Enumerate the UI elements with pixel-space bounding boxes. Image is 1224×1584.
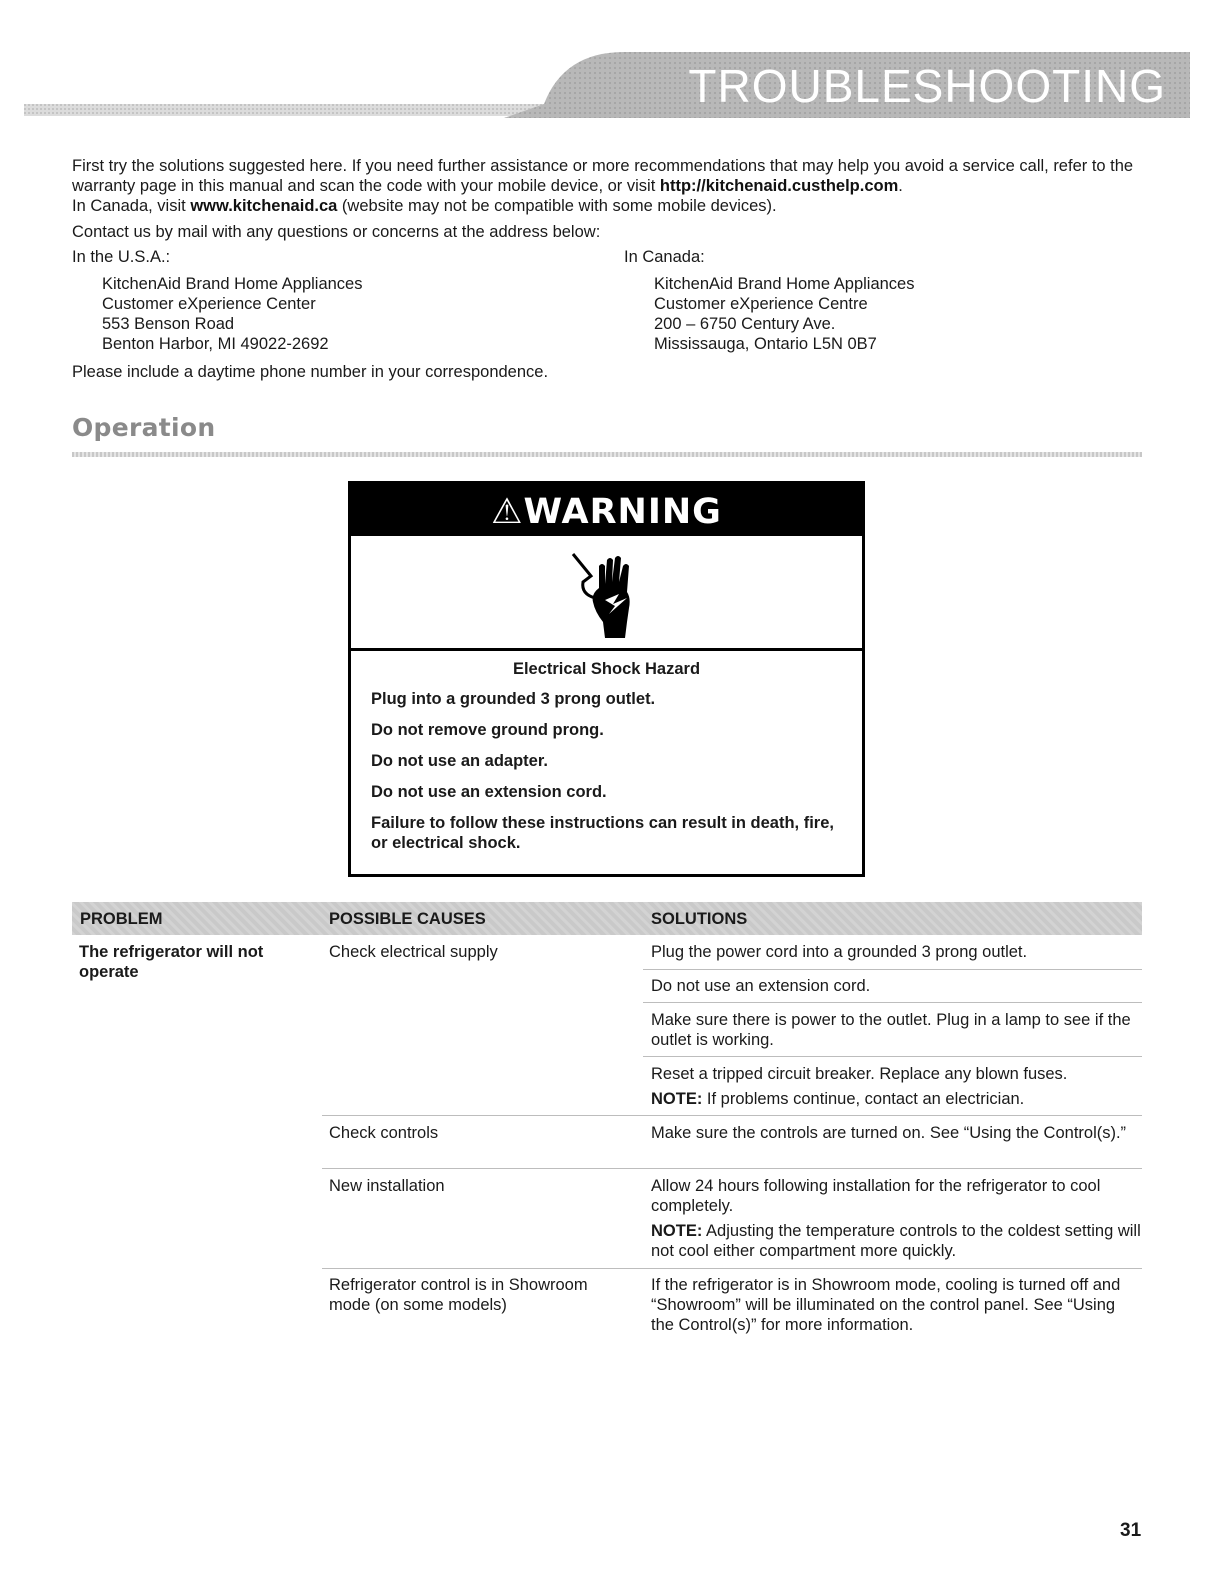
- address-ca-line: Mississauga, Ontario L5N 0B7: [654, 335, 877, 353]
- hazard-title: Electrical Shock Hazard: [512, 660, 701, 678]
- intro-p1-end: .: [898, 177, 903, 195]
- address-ca-line: 200 – 6750 Century Ave.: [654, 315, 836, 333]
- column-header-problem: PROBLEM: [80, 910, 163, 928]
- page-number: 31: [1120, 1520, 1142, 1541]
- note-text: If problems continue, contact an electrician.: [702, 1090, 1025, 1108]
- row-divider: [322, 1268, 1142, 1269]
- row-divider: [322, 1115, 1142, 1116]
- intro-p1-text: First try the solutions suggested here. If you need further assistance or more recommendations that may help you avoid a service call, refer to the warranty page in this manual and scan the code with your mobile device, or visit: [72, 157, 1134, 195]
- warning-line: Do not use an extension cord.: [371, 783, 607, 801]
- solution-note: [651, 1089, 1141, 1109]
- intro-p2-end: (website may not be compatible with some mobile devices).: [337, 197, 777, 215]
- intro-paragraph-3: Contact us by mail with any questions or concerns at the address below:: [72, 223, 601, 241]
- electrical-shock-hand-icon: [569, 548, 649, 643]
- address-canada: [624, 247, 915, 354]
- cause-cell: Refrigerator control is in Showroom mode (on some models): [329, 1276, 588, 1314]
- warning-line: Do not remove ground prong.: [371, 721, 604, 739]
- cause-cell: New installation: [329, 1177, 445, 1195]
- solution-cell: Plug the power cord into a grounded 3 prong outlet.: [651, 943, 1028, 961]
- warning-box: [348, 481, 865, 877]
- solution-text: Allow 24 hours following installation for the refrigerator to cool completely.: [651, 1177, 1101, 1215]
- page-title: TROUBLESHOOTING: [688, 60, 1166, 112]
- warning-line: Do not use an adapter.: [371, 752, 548, 770]
- address-us-line: Benton Harbor, MI 49022-2692: [102, 335, 329, 353]
- row-divider: [643, 969, 1142, 970]
- address-us-line: KitchenAid Brand Home Appliances: [102, 275, 363, 293]
- custhelp-link[interactable]: http://kitchenaid.custhelp.com: [659, 177, 899, 195]
- warning-heading: WARNING: [523, 492, 722, 532]
- solution-cell: Make sure the controls are turned on. See “Using the Control(s).”: [651, 1124, 1127, 1142]
- note-label: NOTE:: [651, 1222, 703, 1240]
- solution-note: [651, 1221, 1141, 1261]
- row-divider: [643, 1002, 1142, 1003]
- row-divider: [643, 1056, 1142, 1057]
- solution-cell: Make sure there is power to the outlet. Plug in a lamp to see if the outlet is working.: [651, 1011, 1131, 1049]
- note-text: Adjusting the temperature controls to the coldest setting will not cool either compartment more quickly.: [651, 1222, 1141, 1260]
- column-header-causes: POSSIBLE CAUSES: [329, 910, 486, 928]
- address-us-line: 553 Benson Road: [102, 315, 235, 333]
- column-header-solutions: SOLUTIONS: [651, 910, 748, 928]
- cause-cell: Check electrical supply: [329, 943, 498, 961]
- phone-note: Please include a daytime phone number in your correspondence.: [72, 363, 549, 381]
- section-divider: [72, 452, 1142, 457]
- warning-header: [351, 484, 862, 536]
- address-ca-label: In Canada:: [624, 248, 705, 266]
- intro-p2-text: In Canada, visit: [72, 197, 191, 215]
- address-us-label: In the U.S.A.:: [72, 248, 171, 266]
- solution-cell: [651, 1064, 1141, 1109]
- address-ca-line: KitchenAid Brand Home Appliances: [654, 275, 915, 293]
- solution-cell: If the refrigerator is in Showroom mode, cooling is turned off and “Showroom” will be illuminated on the control panel. See “Using the Control(s)” for more information.: [651, 1276, 1121, 1334]
- intro-paragraph-2: [72, 196, 1162, 216]
- row-divider: [322, 1168, 1142, 1169]
- note-label: NOTE:: [651, 1090, 703, 1108]
- intro-text: [72, 156, 1162, 242]
- intro-paragraph-1: [72, 156, 1162, 196]
- kitchenaid-ca-link[interactable]: www.kitchenaid.ca: [190, 197, 338, 215]
- address-us-line: Customer eXperience Center: [102, 295, 316, 313]
- problem-cell: The refrigerator will not operate: [79, 943, 264, 981]
- warning-line: Failure to follow these instructions can result in death, fire, or electrical shock.: [371, 814, 834, 852]
- solution-cell: [651, 1176, 1141, 1261]
- address-ca-line: Customer eXperience Centre: [654, 295, 868, 313]
- section-title: Operation: [72, 413, 216, 442]
- solution-text: Reset a tripped circuit breaker. Replace any blown fuses.: [651, 1065, 1068, 1083]
- address-us: [72, 247, 363, 354]
- warning-icon-area: [351, 536, 862, 651]
- header-band: [24, 52, 1190, 118]
- warning-line: Plug into a grounded 3 prong outlet.: [371, 690, 656, 708]
- cause-cell: Check controls: [329, 1124, 439, 1142]
- warning-body: [351, 651, 862, 853]
- solution-cell: Do not use an extension cord.: [651, 977, 871, 995]
- warning-triangle-icon: ⚠: [491, 492, 524, 532]
- table-header: [72, 902, 1142, 935]
